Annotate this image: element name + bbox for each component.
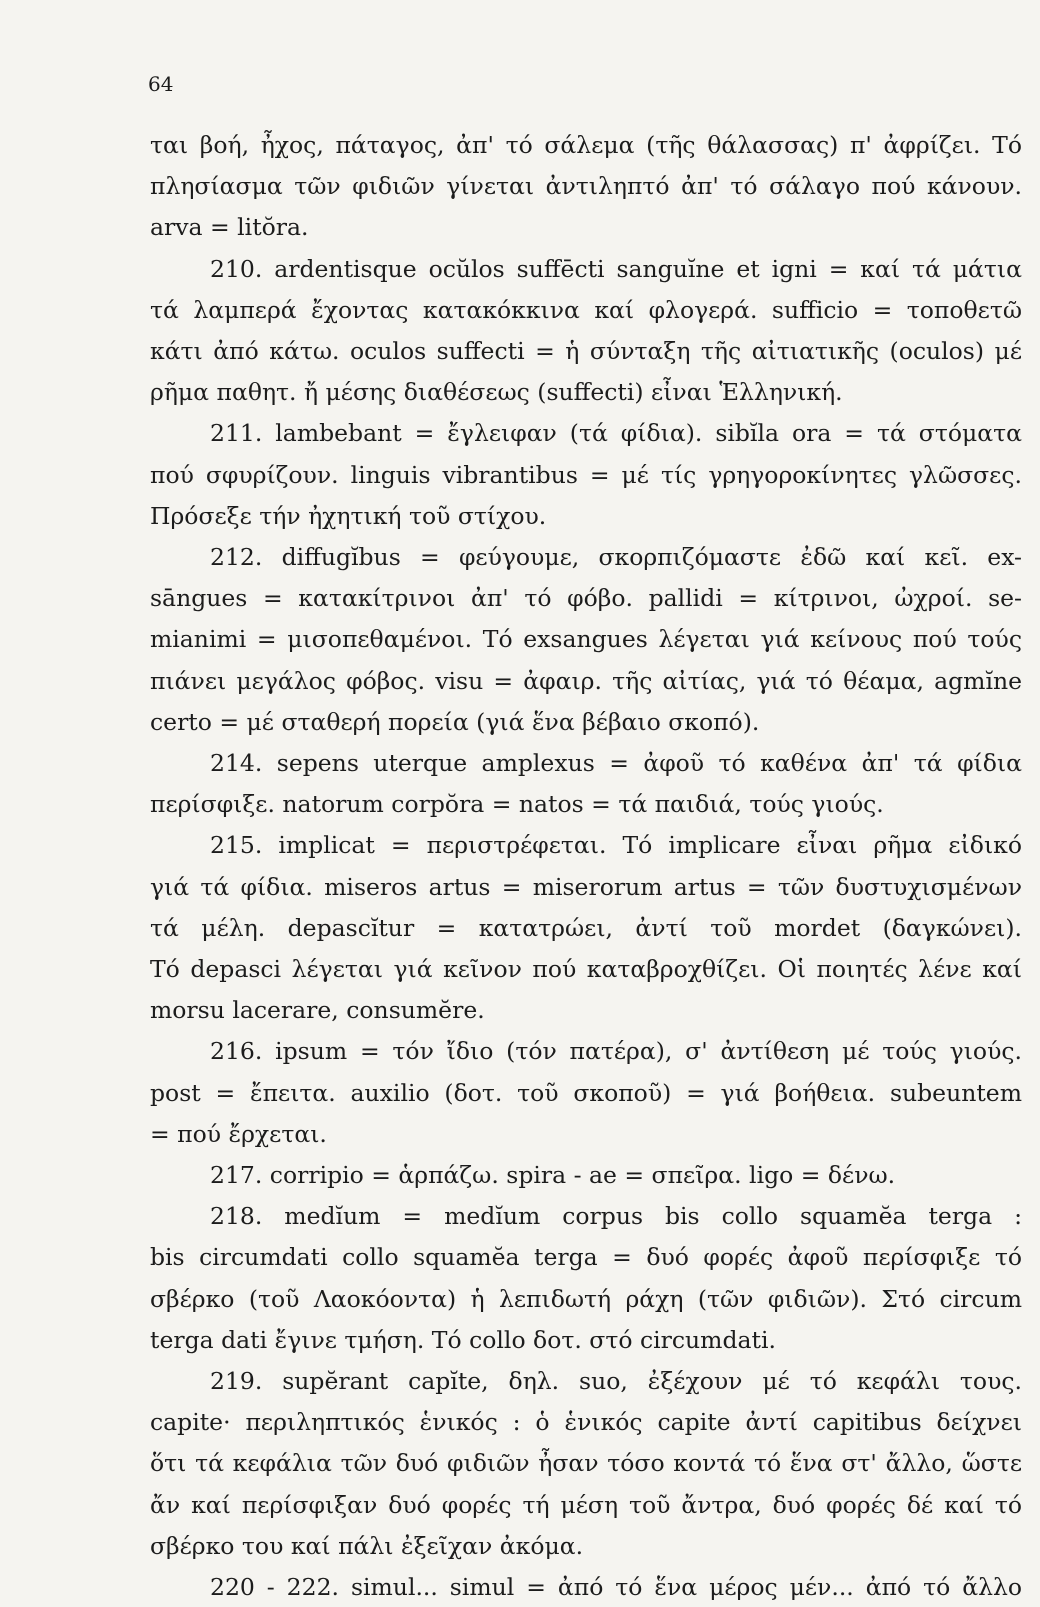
- page-number: 64: [148, 72, 174, 96]
- text-line: 216. ipsum = τόν ἴδιο (τόν πατέρα), σ' ἀντίθεση μέ τούς γιούς.: [210, 1037, 1022, 1066]
- text-line: Τό depasci λέγεται γιά κεῖνον πού καταβροχθίζει. Οἱ ποιητές λένε καί: [150, 955, 1022, 983]
- text-line: ρῆμα παθητ. ἤ μέσης διαθέσεως (suffecti) εἶναι Ἑλληνική.: [150, 378, 843, 407]
- text-line: τά μέλη. depascĭtur = κατατρώει, ἀντί τοῦ mordet (δαγκώνει).: [150, 913, 1022, 942]
- text-line: terga dati ἔγινε τμήση. Τό collo δοτ. στό circumdati.: [150, 1325, 776, 1354]
- text-line: 215. implicat = περιστρέφεται. Τό implicare εἶναι ρῆμα εἰδικό: [210, 831, 1022, 860]
- text-line: ὅτι τά κεφάλια τῶν δυό φιδιῶν ἦσαν τόσο κοντά τό ἕνα στ' ἄλλο, ὥστε: [150, 1449, 1022, 1478]
- text-line: πλησίασμα τῶν φιδιῶν γίνεται ἀντιληπτό ἀπ' τό σάλαγο πού κάνουν.: [150, 172, 1022, 201]
- text-line: post = ἔπειτα. auxilio (δοτ. τοῦ σκοποῦ) = γιά βοήθεια. subeuntem: [150, 1078, 1022, 1107]
- text-line: κάτι ἀπό κάτω. oculos suffecti = ἡ σύνταξη τῆς αἰτιατικῆς (oculos) μέ: [150, 337, 1022, 365]
- text-line: morsu lacerare, consumĕre.: [150, 996, 485, 1025]
- text-line: mianimi = μισοπεθαμένοι. Τό exsangues λέγεται γιά κείνους πού τούς: [150, 625, 1022, 654]
- text-line: γιά τά φίδια. miseros artus = miserorum artus = τῶν δυστυχισμένων: [150, 872, 1022, 901]
- text-line: περίσφιξε. natorum corpŏra = natos = τά παιδιά, τούς γιούς.: [150, 790, 884, 819]
- text-line: 211. lambebant = ἔγλειφαν (τά φίδια). sibĭla ora = τά στόματα: [210, 419, 1022, 448]
- text-line: πιάνει μεγάλος φόβος. visu = ἀφαιρ. τῆς αἰτίας, γιά τό θέαμα, agmĭne: [150, 666, 1022, 695]
- text-line: = πού ἔρχεται.: [150, 1119, 327, 1148]
- text-line: ται βοή, ἦχος, πάταγος, ἀπ' τό σάλεμα (τῆς θάλασσας) π' ἀφρίζει. Τό: [150, 131, 1022, 159]
- text-line: 214. sepens uterque amplexus = ἀφοῦ τό καθένα ἀπ' τά φίδια: [210, 749, 1022, 777]
- text-line: certo = μέ σταθερή πορεία (γιά ἕνα βέβαιο σκοπό).: [150, 707, 760, 736]
- text-line: 210. ardentisque ocŭlos suffēcti sanguĭne et igni = καί τά μάτια: [210, 254, 1022, 283]
- text-line: τά λαμπερά ἔχοντας κατακόκκινα καί φλογερά. sufficio = τοποθετῶ: [150, 295, 1022, 324]
- text-line: πού σφυρίζουν. linguis vibrantibus = μέ τίς γρηγοροκίνητες γλῶσσες.: [150, 460, 1022, 489]
- text-line: capite· περιληπτικός ἑνικός : ὁ ἑνικός capite ἀντί capitibus δείχνει: [150, 1408, 1022, 1437]
- text-line: sāngues = κατακίτρινοι ἀπ' τό φόβο. pallidi = κίτρινοι, ὠχροί. se-: [150, 584, 1022, 613]
- text-line: Πρόσεξε τήν ἠχητική τοῦ στίχου.: [150, 501, 547, 530]
- text-line: 218. medĭum = medĭum corpus bis collo squamĕa terga :: [210, 1202, 1022, 1231]
- text-line: 217. corripio = ἁρπάζω. spira - ae = σπεῖρα. ligo = δένω.: [210, 1161, 896, 1189]
- text-line: bis circumdati collo squamĕa terga = δυό φορές ἀφοῦ περίσφιξε τό: [150, 1243, 1022, 1272]
- text-line: 212. diffugĭbus = φεύγουμε, σκορπιζόμαστε ἐδῶ καί κεῖ. ex-: [210, 543, 1022, 571]
- text-line: σβέρκο του καί πάλι ἐξεῖχαν ἀκόμα.: [150, 1531, 584, 1560]
- text-line: σβέρκο (τοῦ Λαοκόοντα) ἡ λεπιδωτή ράχη (τῶν φιδιῶν). Στό circum: [150, 1284, 1022, 1313]
- text-line: ἄν καί περίσφιξαν δυό φορές τή μέση τοῦ ἄντρα, δυό φορές δέ καί τό: [150, 1490, 1022, 1519]
- text-line: arva = litŏra.: [150, 213, 309, 242]
- text-line: 220 - 222. simul... simul = ἀπό τό ἕνα μέρος μέν... ἀπό τό ἄλλο: [210, 1573, 1022, 1601]
- text-line: 219. supĕrant capĭte, δηλ. suo, ἐξέχουν μέ τό κεφάλι τους.: [210, 1367, 1022, 1395]
